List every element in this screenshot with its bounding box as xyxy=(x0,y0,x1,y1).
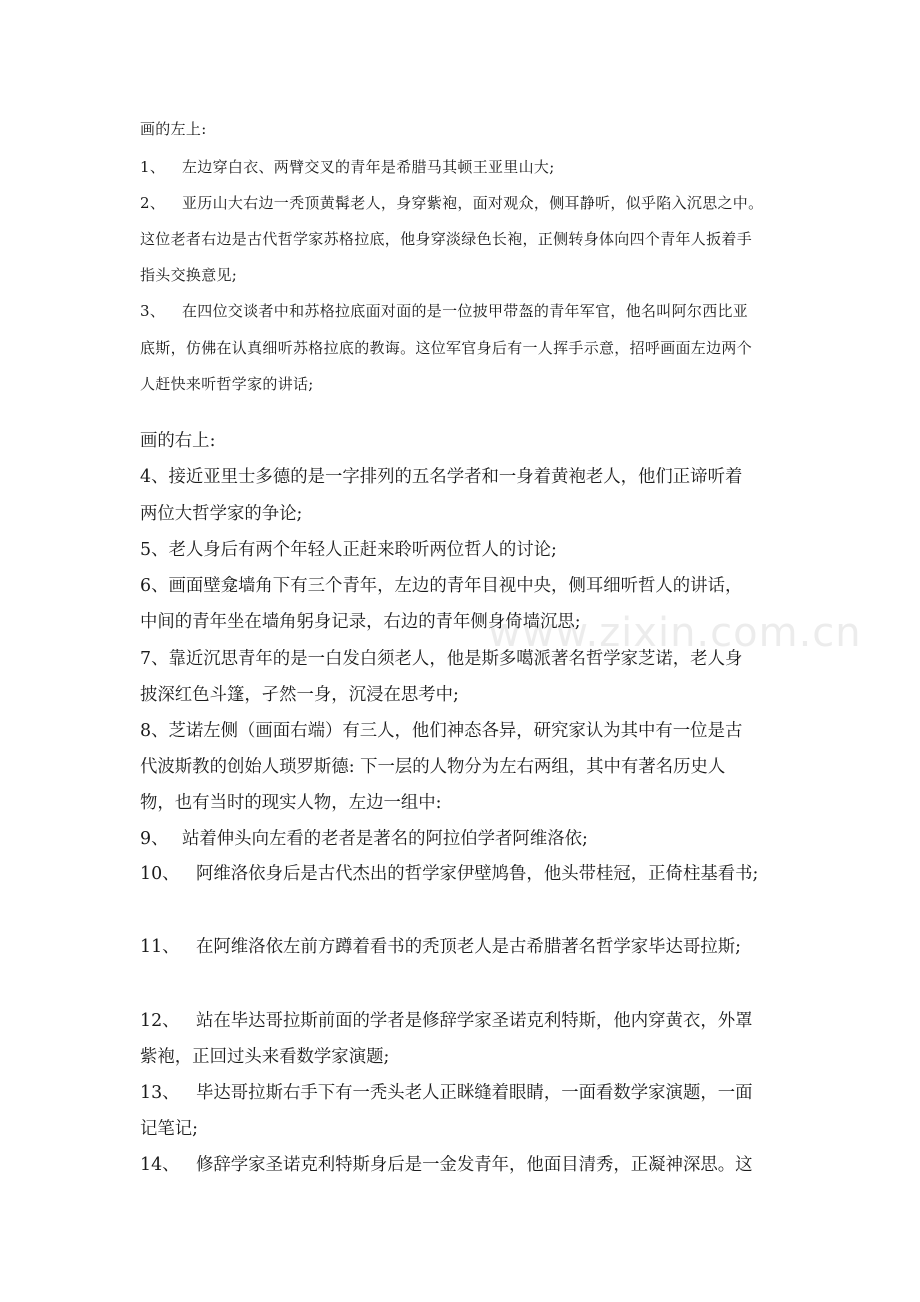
item-text-line: 人赶快来听哲学家的讲话; xyxy=(140,375,314,393)
item-text-line: 两位大哲学家的争论; xyxy=(140,504,303,524)
item-text-line: 中间的青年坐在墙角躬身记录，右边的青年侧身倚墙沉思; xyxy=(140,612,581,632)
item-text: 阿维洛依身后是古代杰出的哲学家伊壁鸠鲁，他头带桂冠，正倚柱基看书; xyxy=(196,864,759,884)
item-text-line: 物，也有当时的现实人物，左边一组中: xyxy=(140,793,442,813)
list-item-2 xyxy=(140,196,763,211)
item-text-line: 指头交换意见; xyxy=(140,266,238,284)
list-item-1 xyxy=(140,160,555,175)
item-text-line: 记笔记; xyxy=(140,1119,199,1139)
list-item-7: 7、靠近沉思青年的是一白发白须老人，他是斯多噶派著名哲学家芝诺，老人身 xyxy=(140,649,743,669)
item-number: 2、 xyxy=(140,194,166,212)
item-text: 站在毕达哥拉斯前面的学者是修辞学家圣诺克利特斯，他内穿黄衣，外罩 xyxy=(196,1011,753,1031)
item-number: 3、 xyxy=(140,302,166,320)
item-text: 在四位交谈者中和苏格拉底面对面的是一位披甲带盔的青年军官，他名叫阿尔西比亚 xyxy=(182,302,749,320)
list-item-5: 5、老人身后有两个年轻人正赶来聆听两位哲人的讨论; xyxy=(140,540,557,560)
item-text: 站着伸头向左看的老者是著名的阿拉伯学者阿维洛依; xyxy=(182,829,588,849)
watermark: www.zixin.com.cn xyxy=(488,610,862,656)
item-text: 毕达哥拉斯右手下有一秃头老人正眯缝着眼睛，一面看数学家演题，一面 xyxy=(196,1083,753,1103)
item-text: 左边穿白衣、两臂交叉的青年是希腊马其顿王亚里山大; xyxy=(182,158,555,176)
list-item-13 xyxy=(140,1085,753,1102)
list-item-6: 6、画面壁龛墙角下有三个青年，左边的青年目视中央，侧耳细听哲人的讲话， xyxy=(140,576,743,596)
item-number: 9、 xyxy=(140,829,169,849)
list-item-14 xyxy=(140,1157,753,1174)
item-text: 在阿维洛依左前方蹲着看书的秃顶老人是古希腊著名哲学家毕达哥拉斯; xyxy=(196,937,741,957)
item-text-line: 底斯，仿佛在认真细听苏格拉底的教诲。这位军官身后有一人挥手示意，招呼画面左边两个 xyxy=(140,339,753,357)
list-item-9 xyxy=(140,831,588,848)
list-item-11 xyxy=(140,939,741,956)
item-number: 13、 xyxy=(140,1083,180,1103)
list-item-3 xyxy=(140,304,748,319)
item-number: 10、 xyxy=(140,864,180,884)
item-text-line: 这位老者右边是古代哲学家苏格拉底，他身穿淡绿色长袍，正侧转身体向四个青年人扳着手 xyxy=(140,230,753,248)
list-item-8: 8、芝诺左侧（画面右端）有三人，他们神态各异，研究家认为其中有一位是古 xyxy=(140,721,743,741)
list-item-12 xyxy=(140,1013,753,1030)
item-number: 12、 xyxy=(140,1011,180,1031)
list-item-10 xyxy=(140,866,758,883)
item-text: 修辞学家圣诺克利特斯身后是一金发青年，他面目清秀，正凝神深思。这 xyxy=(196,1155,753,1175)
section-heading-right-upper: 画的右上: xyxy=(140,431,216,451)
item-text-line: 紫袍，正回过头来看数学家演题; xyxy=(140,1047,390,1067)
item-text-line: 披深红色斗篷，孑然一身，沉浸在思考中; xyxy=(140,685,459,705)
item-number: 14、 xyxy=(140,1155,180,1175)
item-number: 1、 xyxy=(140,158,166,176)
item-text-line: 代波斯教的创始人琐罗斯德: 下一层的人物分为左右两组，其中有著名历史人 xyxy=(140,757,726,777)
item-number: 11、 xyxy=(140,937,180,957)
item-text: 亚历山大右边一秃顶黄髯老人，身穿紫袍，面对观众，侧耳静听，似乎陷入沉思之中。 xyxy=(182,194,764,212)
list-item-4: 4、接近亚里士多德的是一字排列的五名学者和一身着黄袍老人，他们正谛听着 xyxy=(140,467,743,487)
section-heading-left-upper: 画的左上: xyxy=(140,120,207,138)
